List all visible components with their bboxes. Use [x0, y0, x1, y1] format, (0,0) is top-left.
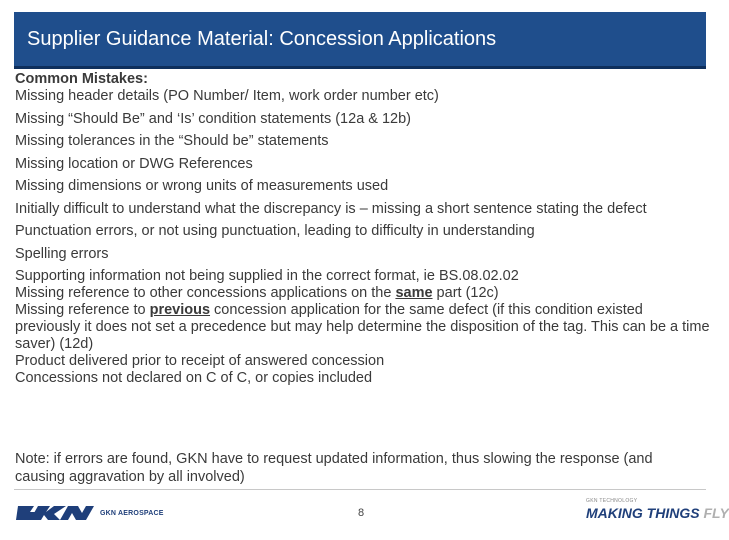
emphasis-text: previous — [149, 302, 211, 318]
list-item: Missing “Should Be” and ‘Is’ condition statements (12a & 12b) — [15, 110, 412, 127]
list-item: Concessions not declared on C of C, or copies included — [15, 370, 373, 386]
list-item — [15, 302, 710, 353]
title-bar — [14, 12, 706, 69]
tagline-main — [586, 505, 729, 521]
content-body — [15, 71, 710, 387]
list-item — [15, 285, 710, 302]
tagline-accent: FLY — [703, 505, 729, 521]
gkn-aerospace-logo — [16, 503, 164, 523]
page-title: Supplier Guidance Material: Concession Applications — [27, 28, 497, 50]
gkn-logo-icon — [16, 503, 94, 523]
emphasis-text: same — [395, 285, 433, 301]
section-heading: Common Mistakes: — [15, 71, 148, 87]
list-item: Product delivered prior to receipt of answered concession — [15, 353, 385, 369]
list-item: Missing dimensions or wrong units of measurements used — [15, 178, 389, 194]
tagline-text: MAKING THINGS — [586, 505, 700, 521]
list-item: Missing header details (PO Number/ Item, work order number etc) — [15, 88, 439, 104]
list-item: Missing location or DWG References — [15, 155, 253, 172]
item-text: Missing reference to — [15, 302, 150, 318]
list-item: Initially difficult to understand what the discrepancy is – missing a short sentence stating the defect — [15, 200, 647, 217]
item-text: part (12c) — [432, 285, 499, 301]
list-item: Punctuation errors, or not using punctuation, leading to difficulty in understanding — [15, 223, 535, 239]
item-text: Missing reference to other concessions applications on the — [15, 285, 396, 301]
footer-divider — [14, 489, 706, 490]
tagline-small: GKN TECHNOLOGY — [586, 498, 638, 504]
list-item: Spelling errors — [15, 245, 109, 262]
list-item: Supporting information not being supplied in the correct format, ie BS.08.02.02 — [15, 268, 519, 284]
logo-text: GKN AEROSPACE — [100, 509, 164, 517]
making-things-fly-logo — [586, 498, 729, 521]
item-text: concession application for the same defect (if this condition existed previously it does not set a precedence but may help determine the disposition of the tag. This can be a time saver) (12d) — [15, 302, 710, 352]
page-number: 8 — [358, 507, 365, 519]
note-text: Note: if errors are found, GKN have to request updated information, thus slowing the response (and causing aggravation by all involved) — [15, 451, 653, 485]
list-item: Missing tolerances in the “Should be” statements — [15, 133, 329, 149]
